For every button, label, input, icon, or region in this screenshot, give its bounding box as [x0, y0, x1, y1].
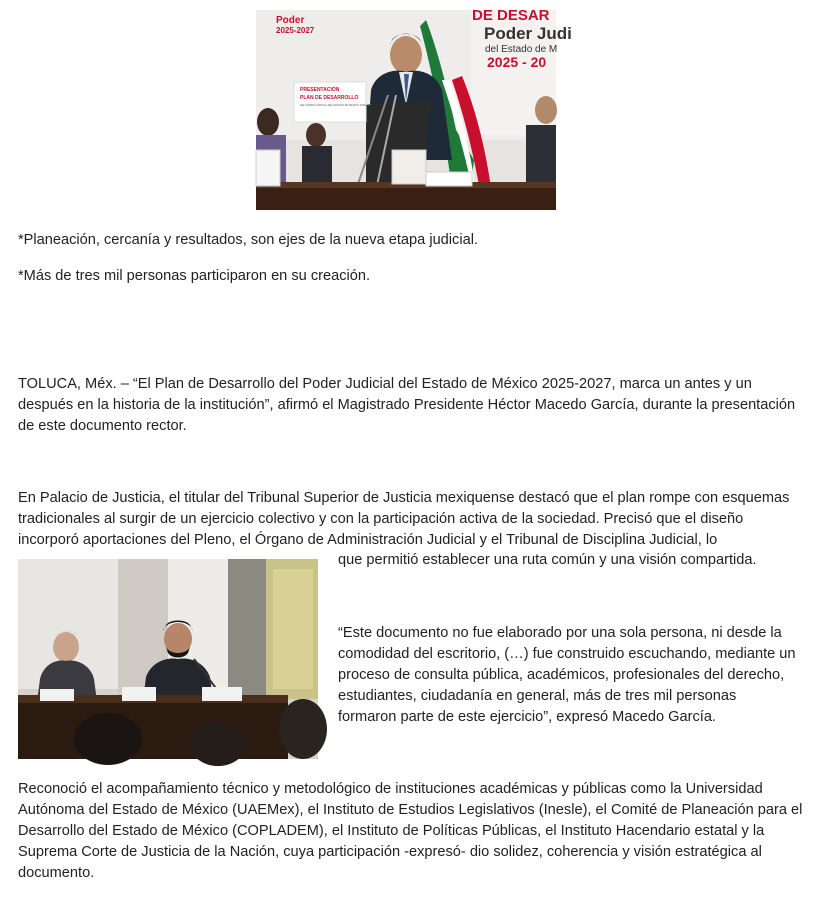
hero-photo-illustration [256, 7, 572, 210]
backdrop-small-text-2: 2025-2027 [276, 26, 315, 35]
bullet-highlight-2: *Más de tres mil personas participaron en su creación. [18, 268, 371, 284]
podium-sign-line-2: PLAN DE DESARROLLO [300, 95, 359, 101]
podium-sign-line-3: DEL PODER JUDICIAL DEL ESTADO DE MÉXICO 2025-2027 [300, 104, 373, 107]
article-quote: “Este documento no fue elaborado por una sola persona, ni desde la comodidad del escritorio, (…) fue construido escuchando, mediante un proceso de consulta pública, académicos, profesionales del derecho, estudiantes, ciudadanía en general, más de tres mil personas formaron parte de este ejercicio”, expresó Macedo García. [338, 625, 796, 725]
inline-photo-illustration [18, 559, 318, 759]
backdrop-small-text-1: Poder [276, 15, 305, 26]
backdrop-text-1: Poder Judi [484, 24, 572, 43]
hero-photo [256, 7, 572, 210]
backdrop-text-top: DE DESAR [472, 7, 550, 24]
podium-sign-line-1: PRESENTACIÓN [300, 87, 340, 93]
inline-photo [18, 559, 318, 759]
backdrop-text-3: 2025 - 20 [487, 54, 547, 70]
bullet-highlight-1: *Planeación, cercanía y resultados, son ejes de la nueva etapa judicial. [18, 232, 478, 248]
article-paragraph-1: TOLUCA, Méx. – “El Plan de Desarrollo del Poder Judicial del Estado de México 2025-2027, marca un antes y un después en la historia de la institución”, afirmó el Magistrado Presidente Héctor Macedo García, durante la presentación de este documento rector. [18, 376, 796, 434]
article-paragraph-3: Reconoció el acompañamiento técnico y metodológico de instituciones académicas y públicas como la Universidad Autónoma del Estado de México (UAEMex), el Instituto de Estudios Legislativos (Inesle), el Comité de Planeación para el Desarrollo del Estado de México (COPLADEM), el Instituto de Políticas Públicas, el Instituto Hacendario estatal y la Suprema Corte de Justicia de la Nación, cuya participación -expresó- dio solidez, coherencia y visión estratégica al documento. [18, 781, 803, 881]
article-paragraph-2: En Palacio de Justicia, el titular del Tribunal Superior de Justicia mexiquense destacó que el plan rompe con esquemas tradicionales al surgir de un ejercicio colectivo y con la participación activa de la sociedad. Precisó que el diseño incorporó aportaciones del Pleno, el Órgano de Administración Judicial y el Tribunal de Disciplina Judicial, lo [18, 490, 790, 548]
backdrop-text-2: del Estado de M [485, 44, 558, 55]
article-paragraph-2-continued: que permitió establecer una ruta común y una visión compartida. [338, 552, 757, 568]
